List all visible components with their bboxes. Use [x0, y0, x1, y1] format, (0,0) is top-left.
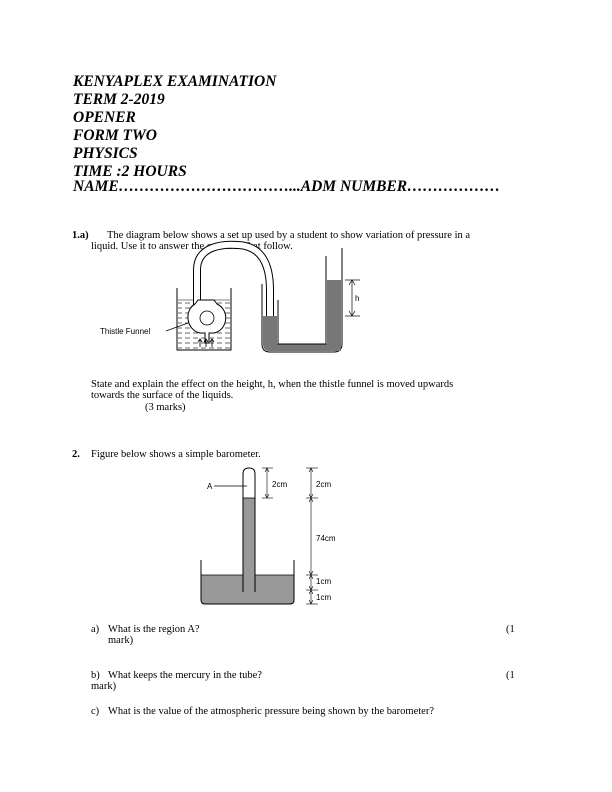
q2a-question: What is the region A? — [108, 624, 200, 635]
exam-type: OPENER — [73, 109, 136, 126]
q1-marks: (3 marks) — [145, 402, 186, 413]
q2a-marks-cont: mark) — [108, 635, 134, 646]
outer-gap-label: 2cm — [316, 480, 332, 489]
region-a-label: A — [207, 482, 213, 491]
q1-text-line2: liquid. Use it to answer the question that follow. — [91, 241, 293, 252]
dish-depth-label: 1cm — [316, 593, 332, 602]
q1-text-line1: The diagram below shows a set up used by a student to show variation of pressure in a — [107, 230, 471, 241]
q2b-label: b) — [91, 670, 100, 681]
tube-dip-label: 1cm — [316, 577, 332, 586]
time-line: TIME :2 HOURS — [73, 163, 187, 180]
thistle-funnel-label: Thistle Funnel — [100, 327, 151, 336]
q2c-question: What is the value of the atmospheric pressure being shown by the barometer? — [108, 706, 434, 717]
q2b-question: What keeps the mercury in the tube? — [108, 670, 262, 681]
q2c-label: c) — [91, 706, 100, 717]
name-adm-line: NAME……………………………...ADM NUMBER……………… — [73, 178, 501, 195]
q2a-label: a) — [91, 624, 100, 635]
q1-prompt-line2: towards the surface of the liquids. — [91, 390, 234, 401]
q1-prompt-line1: State and explain the effect on the height, h, when the thistle funnel is moved upwards — [91, 379, 454, 390]
q2b-marks: (1 — [506, 670, 515, 681]
term-line: TERM 2-2019 — [73, 91, 165, 108]
school-title: KENYAPLEX EXAMINATION — [73, 73, 277, 90]
q1-number: 1.a) — [72, 230, 89, 241]
q2a-marks: (1 — [506, 624, 515, 635]
q2-number: 2. — [72, 449, 80, 460]
subject-line: PHYSICS — [73, 145, 138, 162]
form-line: FORM TWO — [73, 127, 157, 144]
q2-text: Figure below shows a simple barometer. — [91, 449, 261, 460]
h-label: h — [355, 294, 360, 303]
q2b-marks-cont: mark) — [91, 681, 117, 692]
mercury-column-label: 74cm — [316, 534, 336, 543]
vacuum-gap-label: 2cm — [272, 480, 288, 489]
